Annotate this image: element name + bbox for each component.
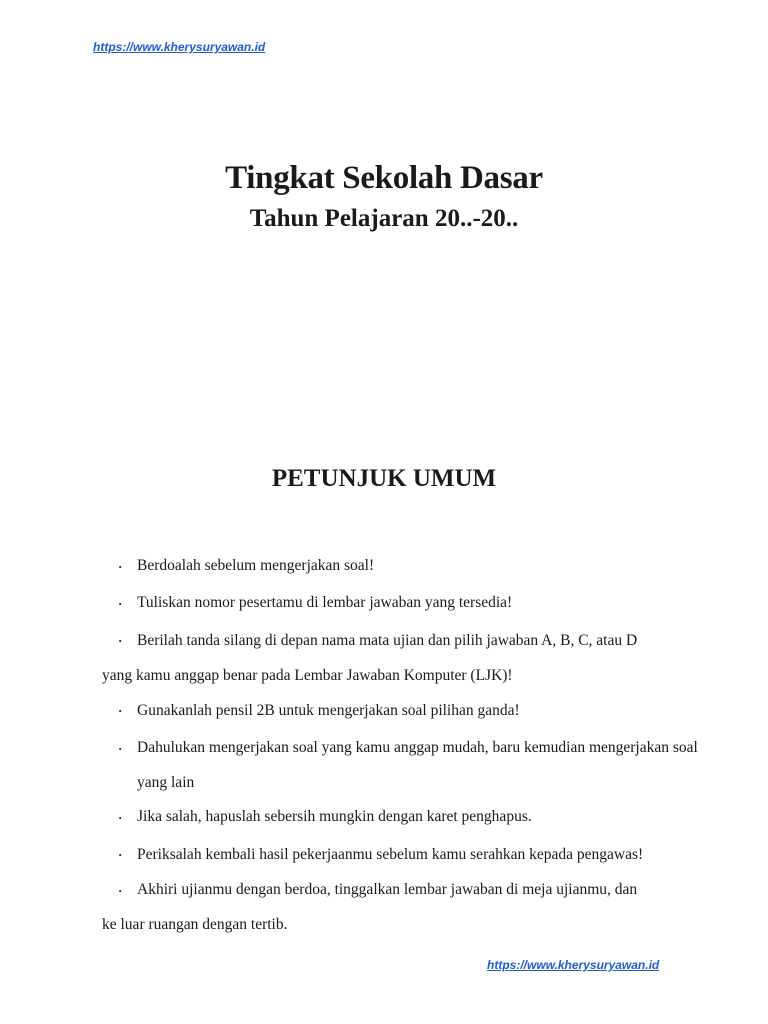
instruction-item: Jika salah, hapuslah sebersih mungkin dengan karet penghapus. — [137, 808, 532, 825]
instruction-item: Periksalah kembali hasil pekerjaanmu sebelum kamu serahkan kepada pengawas! — [137, 846, 644, 863]
header-website-link[interactable]: https://www.kherysuryawan.id — [93, 40, 266, 54]
instruction-item: Berdoalah sebelum mengerjakan soal! — [137, 557, 375, 574]
bullet-icon: · — [118, 703, 123, 718]
footer-website-link[interactable]: https://www.kherysuryawan.id — [487, 958, 660, 972]
instruction-item: Tuliskan nomor pesertamu di lembar jawaban yang tersedia! — [137, 594, 513, 611]
instruction-item: Gunakanlah pensil 2B untuk mengerjakan soal pilihan ganda! — [137, 702, 520, 719]
bullet-icon: · — [118, 847, 123, 862]
bullet-icon: · — [118, 810, 123, 825]
instruction-item: Dahulukan mengerjakan soal yang kamu anggap mudah, baru kemudian mengerjakan soal — [137, 739, 698, 756]
document-subtitle: Tahun Pelajaran 20..-20.. — [249, 205, 519, 232]
section-heading: PETUNJUK UMUM — [271, 465, 497, 492]
instruction-item-continuation: yang lain — [137, 774, 195, 791]
bullet-icon: · — [118, 741, 123, 756]
instruction-item: Akhiri ujianmu dengan berdoa, tinggalkan lembar jawaban di meja ujianmu, dan — [137, 881, 638, 898]
bullet-icon: · — [118, 596, 123, 611]
bullet-icon: · — [118, 883, 123, 898]
instruction-item-continuation: yang kamu anggap benar pada Lembar Jawaban Komputer (LJK)! — [102, 667, 513, 684]
instruction-item-continuation: ke luar ruangan dengan tertib. — [102, 916, 288, 933]
bullet-icon: · — [118, 559, 123, 574]
bullet-icon: · — [118, 633, 123, 648]
document-title: Tingkat Sekolah Dasar — [225, 160, 543, 196]
instruction-item: Berilah tanda silang di depan nama mata ujian dan pilih jawaban A, B, C, atau D — [137, 632, 638, 649]
